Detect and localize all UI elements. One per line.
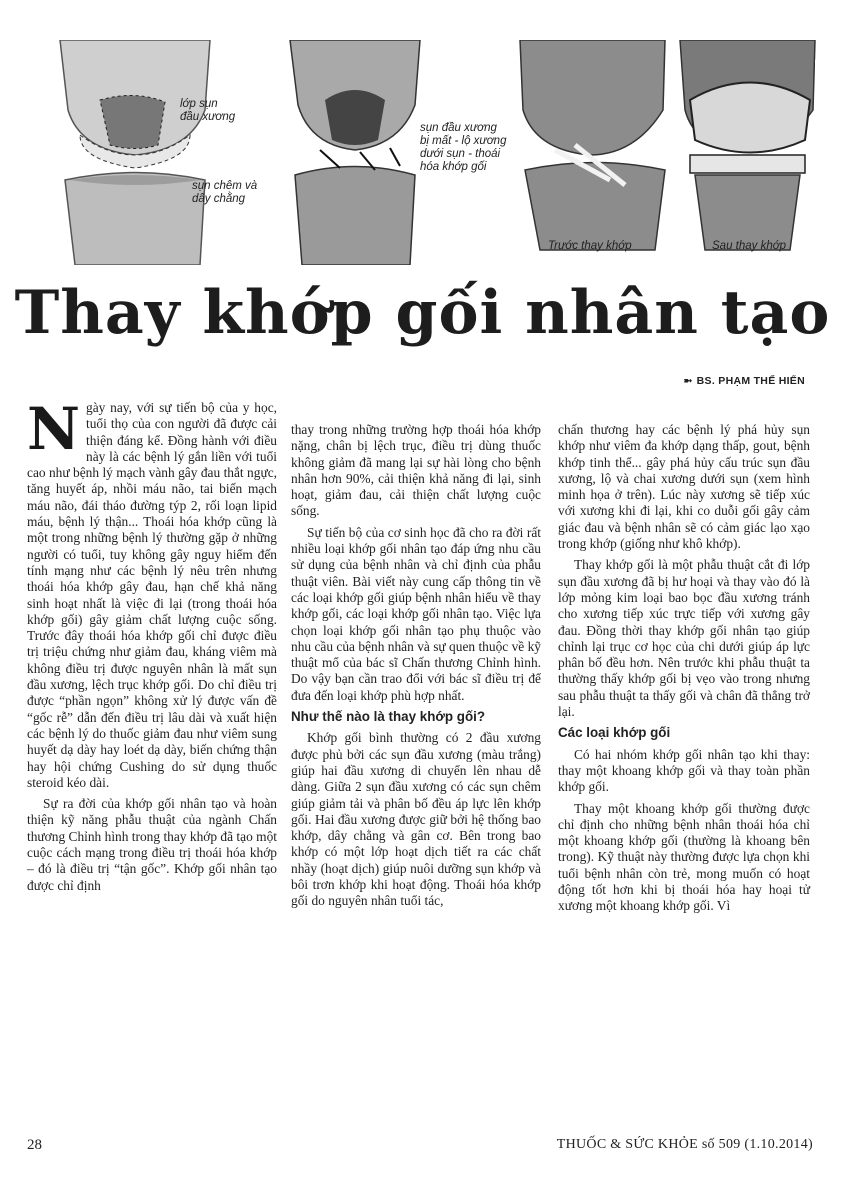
fig1-label-meniscus: sụn chêm và dây chằng	[192, 180, 258, 205]
knee-normal-illustration	[40, 40, 230, 265]
article-author	[684, 375, 805, 387]
paragraph: Thay một khoang khớp gối thường được chỉ định cho những bệnh nhân thoái hóa chỉ một khoang khớp gối (thường là khoang bên trong). Kỹ thuật này thường được lựa chọn khi tuổi bệnh nhân còn trẻ, mong muốn có hoạt động tốt hơn khi bị thoái hóa hay hoại tử xương một khoang khớp gối. Vì	[558, 800, 810, 914]
publication-info: THUỐC & SỨC KHỎE số 509 (1.10.2014)	[556, 1137, 813, 1152]
article-title: Thay khớp gối nhân tạo	[14, 278, 831, 348]
paragraph: Sự tiến bộ của cơ sinh học đã cho ra đời rất nhiều loại khớp gối nhân tạo đáp ứng nhu cầu sử dụng của bệnh nhân và chỉ định của phẫu thuật viên. Bài viết này cung cấp thông tin về các loại khớp gối giúp bệnh nhân hiểu về thay khớp gối, các loại khớp gối nhân tạo. Việc lựa chọn loại khớp gối nhân tạo phụ thuộc vào nhu cầu của bệnh nhân và sự quen thuộc về kỹ thuật mổ của bác sĩ Chấn thương Chỉnh hình. Do vậy bạn cần trao đổi với bác sĩ điều trị để đưa đến loại khớp phù hợp nhất.	[291, 524, 541, 703]
paragraph: Thay khớp gối là một phẫu thuật cắt đi lớp sụn đầu xương đã bị hư hoại và thay vào đó là lớp mỏng kim loại bao bọc đầu xương tránh cho xương tiếp xúc trực tiếp với xương gây đau. Đồng thời thay khớp gối nhân tạo giúp chỉnh lại trục cơ học của chi dưới giúp áp lực phân bố đều hơn. Nên trước khi phẫu thuật ta thường thấy khớp gối bị vẹo vào trong nhưng sau phẫu thuật ta thấy gối và chân đã thẳng trở lại.	[558, 557, 810, 720]
knee-normal-drawing	[40, 40, 230, 265]
drop-cap: N	[27, 395, 81, 463]
section-heading: Như thế nào là thay khớp gối?	[291, 709, 486, 725]
paragraph: Có hai nhóm khớp gối nhân tạo khi thay: thay một khoang khớp gối và thay toàn phần khớp gối.	[558, 746, 810, 795]
section-heading: Các loại khớp gối	[558, 725, 671, 741]
fig1-label-cartilage: lớp sụn đầu xương	[180, 98, 236, 123]
paragraph: Khớp gối bình thường có 2 đầu xương được phủ bởi các sụn đầu xương (màu trắng) giúp hai đầu xương di chuyển lên nhau dễ dàng. Giữa 2 sụn đầu xương có các sụn chêm giúp giảm tải và phân bố đều áp lực lên khớp gối. Hai đầu xương được giữ bởi hệ thống bao khớp, dây chằng và gân cơ. Bên trong bao khớp có một lớp hoạt dịch tiết ra các chất nhầy (hoạt dịch) giúp nuôi dưỡng sụn khớp và bôi trơn khớp khi hoạt động. Thoái hóa khớp gối do nguyên nhân tuổi tác,	[291, 730, 541, 909]
fig3-label-after: Sau thay khớp	[712, 240, 787, 252]
author-name: BS. PHẠM THẾ HIỂN	[696, 375, 805, 387]
paragraph: Ngày nay, với sự tiến bộ của y học, tuổi thọ của con người đã được cải thiện đáng kể. Đồng hành với điều này là các bệnh lý gắn liền với tuổi cao như bệnh lý mạch vành gây đau thắt ngực, tăng huyết áp, nhồi máu não, tai biến mạch máu não, đái tháo đường týp 2, rối loạn lipid máu, bệnh lý thận... Thoái hóa khớp cũng là một trong những bệnh lý thường gặp ở những người có tuổi, tuy không gây nguy hiểm đến tính mạng như các bệnh lý nêu trên nhưng thoái hóa khớp gây đau, hạn chế khả năng sinh hoạt nhất là việc đi lại (trong thoái hóa khớp gối) gây giảm chất lượng cuộc sống. Trước đây thoái hóa khớp gối chỉ được điều trị triệu chứng như giảm đau, kháng viêm mà không điều trị được nguyên nhân là mất sụn đầu xương, lệch trục khớp gối. Do chỉ điều trị được “phần ngọn” không xử lý được vấn đề “gốc rễ” dẫn đến điều trị lâu dài và xuất hiện các bệnh lý do thuốc giảm đau như viêm sung huyết dạ dày hay loét dạ dày, biến chứng thận hay hội chứng Cushing do sử dụng thuốc steroid kéo dài.	[27, 395, 277, 790]
knee-arthritis-illustration	[280, 40, 430, 265]
paragraph: chấn thương hay các bệnh lý phá hủy sụn khớp như viêm đa khớp dạng thấp, gout, bệnh khớp tinh thể... gây phá hủy cấu trúc sụn đầu xương, lộ và chai xương dưới sụn (xem hình minh họa ở trên). Lúc này xương sẽ tiếp xúc với xương khi đi lại, khi co duỗi gối gây cảm giác đau và bệnh nhân sẽ có cảm giác lạo xạo trong khớp (giống như khô khớp).	[558, 422, 810, 552]
column-2	[291, 422, 541, 915]
fig2-label: sụn đầu xương bị mất - lộ xương dưới sụn - thoái hóa khớp gối	[420, 122, 507, 173]
fig3-label-before: Trước thay khớp	[548, 240, 632, 252]
column-1	[27, 395, 277, 899]
knee-replacement-drawing	[515, 40, 830, 265]
arrow-icon: ➼	[683, 375, 693, 387]
knee-arthritis-drawing	[280, 40, 430, 265]
paragraph: thay trong những trường hợp thoái hóa khớp nặng, chân bị lệch trục, điều trị dùng thuốc không giảm đã mang lại sự hài lòng cho bệnh nhân hơn 90%, cải thiện khả năng đi lại, sinh hoạt, giảm đau, cải thiện chất lượng cuộc sống.	[291, 422, 541, 519]
knee-replacement-illustration	[515, 40, 830, 265]
page-number: 28	[27, 1137, 42, 1153]
column-3	[558, 422, 810, 920]
figure-strip	[40, 40, 830, 265]
paragraph: Sự ra đời của khớp gối nhân tạo và hoàn thiện kỹ năng phẫu thuật của ngành Chấn thương Chỉnh hình trong thay khớp đã tạo một cuộc cách mạng trong điều trị thoái hóa khớp – đó là điều trị “tận gốc”. Khớp gối nhân tạo được chỉ định	[27, 796, 277, 893]
